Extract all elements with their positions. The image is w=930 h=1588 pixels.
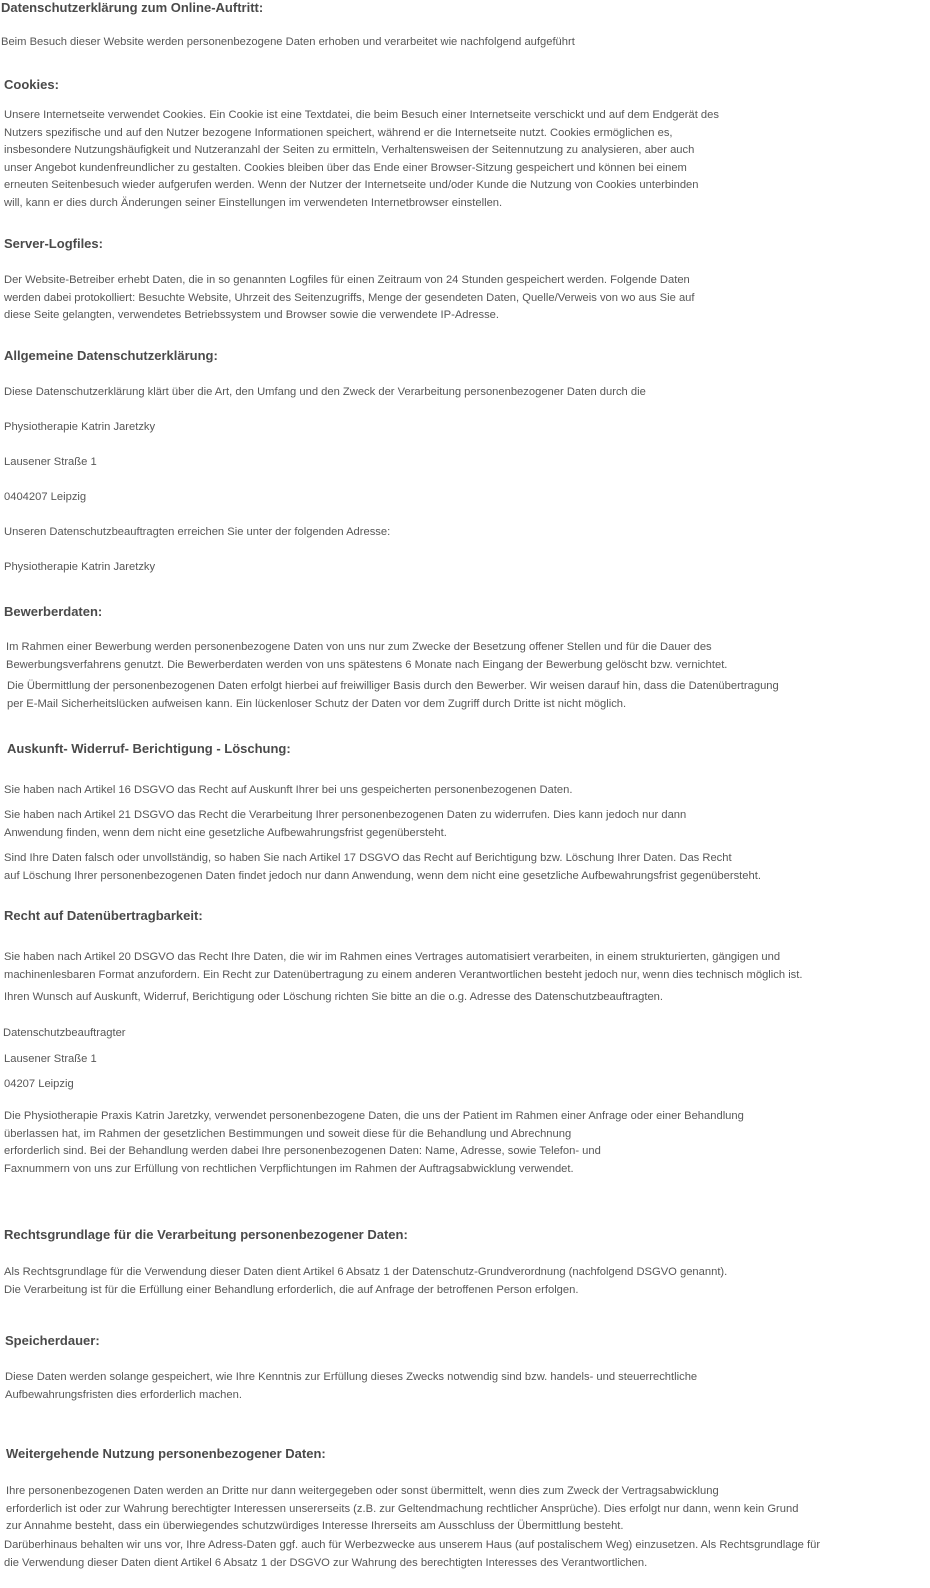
text-line: Die Verarbeitung ist für die Erfüllung einer Behandlung erforderlich, die auf Anfrage der betroffenen Person erfolgen.	[4, 1283, 579, 1296]
portability-heading: Recht auf Datenübertragbarkeit:	[4, 908, 203, 923]
text-line: Als Rechtsgrundlage für die Verwendung dieser Daten dient Artikel 6 Absatz 1 der Datenschutz-Grundverordnung (nachfolgend DSGVO genannt).	[4, 1266, 728, 1278]
text-line: Unsere Internetseite verwendet Cookies. Ein Cookie ist eine Textdatei, die beim Besuch einer Internetseite verschickt und auf dem Endgerät des	[4, 109, 719, 121]
controller-name: Physiotherapie Katrin Jaretzky	[4, 421, 156, 433]
text-line: Sie haben nach Artikel 20 DSGVO das Recht Ihre Daten, die wir im Rahmen eines Vertrages automatisiert verarbeiten, in einem strukturierten, gängigen und	[4, 951, 781, 963]
text-line: werden dabei protokolliert: Besuchte Website, Uhrzeit des Seitenzugriffs, Menge der gesendeten Daten, Quelle/Verweis von wo aus Sie auf	[4, 291, 695, 304]
text-line: erforderlich ist oder zur Wahrung berechtigter Interessen unsererseits (z.B. zur Geltendmachung rechtlicher Ansprüche). Dies erfolgt nur dann, wenn kein Grund	[6, 1502, 799, 1515]
text-line: insbesondere Nutzungshäufigkeit und Nutzeranzahl der Seiten zu ermitteln, Verhaltensweisen der Seitennutzung zu analysieren, aber auch	[4, 144, 695, 156]
rights-access-text: Sie haben nach Artikel 16 DSGVO das Recht auf Auskunft Ihrer bei uns gespeicherten personenbezogenen Daten.	[4, 784, 573, 796]
text-line: Faxnummern von uns zur Erfüllung von rechtlichen Verpflichtungen im Rahmen der Auftragsabwicklung verwendet.	[4, 1162, 574, 1175]
text-line: Nutzers spezifische und auf den Nutzer bezogene Informationen speichert, während er die Internetseite nutzt. Cookies ermöglichen es,	[4, 126, 673, 139]
controller-city: 0404207 Leipzig	[4, 491, 87, 503]
dpo-city: 04207 Leipzig	[4, 1078, 74, 1090]
text-line: die Verwendung dieser Daten dient Artikel 6 Absatz 1 der DSGVO zur Wahrung des berechtigten Interesses des Verantwortlichen.	[4, 1556, 648, 1569]
text-line: Anwendung finden, wenn dem nicht eine gesetzliche Aufbewahrungsfrist gegenübersteht.	[4, 826, 447, 839]
rights-heading: Auskunft- Widerruf- Berichtigung - Löschung:	[7, 741, 291, 756]
further-use-text	[6, 1483, 930, 1536]
text-line: Darüberhinaus behalten wir uns vor, Ihre Adress-Daten ggf. auch für Werbezwecke aus unserem Haus (auf postalischem Weg) einzusetzen. Als Rechtsgrundlage für	[4, 1539, 821, 1551]
text-line: will, kann er dies durch Änderungen seiner Einstellungen im verwendeten Internetbrowser einstellen.	[4, 196, 503, 209]
text-line: zur Annahme besteht, dass ein überwiegendes schutzwürdiges Interesse Ihrerseits am Ausschluss der Übermittlung besteht.	[6, 1520, 624, 1532]
logfiles-heading: Server-Logfiles:	[4, 236, 103, 251]
applicants-transfer-text	[7, 678, 930, 713]
text-line: Diese Daten werden solange gespeichert, wie Ihre Kenntnis zur Erfüllung dieses Zwecks notwendig sind bzw. handels- und steuerrechtliche	[5, 1371, 698, 1383]
text-line: per E-Mail Sicherheitslücken aufweisen kann. Ein lückenloser Schutz der Daten vor dem Zugriff durch Dritte ist nicht möglich.	[7, 697, 627, 710]
logfiles-text	[4, 272, 930, 325]
legal-basis-heading: Rechtsgrundlage für die Verarbeitung personenbezogener Daten:	[4, 1227, 408, 1242]
dpo-name: Physiotherapie Katrin Jaretzky	[4, 561, 156, 573]
text-line: Sie haben nach Artikel 21 DSGVO das Recht die Verarbeitung Ihrer personenbezogenen Daten zu widerrufen. Dies kann jedoch nur dann	[4, 809, 687, 821]
advertising-text	[4, 1537, 930, 1572]
applicants-heading: Bewerberdaten:	[4, 604, 103, 619]
storage-text	[5, 1369, 930, 1404]
text-line: Der Website-Betreiber erhebt Daten, die in so genannten Logfiles für einen Zeitraum von 24 Stunden gespeichert werden. Folgende Daten	[4, 274, 690, 286]
applicants-text	[6, 639, 930, 674]
portability-request-text: Ihren Wunsch auf Auskunft, Widerruf, Berichtigung oder Löschung richten Sie bitte an die o.g. Adresse des Datenschutzbeauftragten.	[4, 991, 664, 1003]
dpo-text: Unseren Datenschutzbeauftragten erreichen Sie unter der folgenden Adresse:	[4, 526, 391, 538]
storage-heading: Speicherdauer:	[5, 1333, 100, 1348]
text-line: erneuten Seitenbesuch wieder aufgerufen werden. Wenn der Nutzer der Internetseite und/oder Kunde die Nutzung von Cookies unterbinden	[4, 179, 699, 191]
portability-text	[4, 949, 930, 984]
dpo-street: Lausener Straße 1	[4, 1053, 97, 1065]
text-line: unser Angebot kundenfreundlicher zu gestalten. Cookies bleiben über das Ende einer Browser-Sitzung gespeichert und können bei einem	[4, 161, 687, 174]
text-line: diese Seite gelangten, verwendetes Betriebssystem und Browser sowie die verwendete IP-Adresse.	[4, 309, 499, 321]
further-use-heading: Weitergehende Nutzung personenbezogener Daten:	[6, 1446, 326, 1461]
text-line: Im Rahmen einer Bewerbung werden personenbezogene Daten von uns nur zum Zwecke der Besetzung offener Stellen und für die Dauer des	[6, 641, 712, 653]
general-heading: Allgemeine Datenschutzerklärung:	[4, 348, 218, 363]
text-line: Die Übermittlung der personenbezogenen Daten erfolgt hierbei auf freiwilliger Basis durch den Bewerber. Wir weisen darauf hin, dass die Datenübertragung	[7, 680, 779, 692]
text-line: Ihre personenbezogenen Daten werden an Dritte nur dann weitergegeben oder sonst übermittelt, wenn dies zum Zweck der Vertragsabwicklung	[6, 1485, 719, 1497]
text-line: machinenlesbaren Format anzufordern. Ein Recht zur Datenübertragung zu einem anderen Verantwortlichen besteht jedoch nur, wenn dies technisch möglich ist.	[4, 968, 803, 981]
cookies-text	[4, 107, 930, 212]
legal-basis-text	[4, 1264, 930, 1299]
rights-rectify-text	[4, 850, 930, 885]
practice-data-text	[4, 1108, 930, 1178]
text-line: überlassen hat, im Rahmen der gesetzlichen Bestimmungen und soweit diese für die Behandlung und Abrechnung	[4, 1127, 572, 1140]
controller-street: Lausener Straße 1	[4, 456, 97, 468]
cookies-heading: Cookies:	[4, 77, 59, 92]
dpo-label: Datenschutzbeauftragter	[3, 1027, 126, 1039]
intro-text: Beim Besuch dieser Website werden personenbezogene Daten erhoben und verarbeitet wie nachfolgend aufgeführt	[1, 36, 575, 48]
text-line: auf Löschung Ihrer personenbezogenen Daten findet jedoch nur dann Anwendung, wenn dem nicht eine gesetzliche Aufbewahrungsfrist gegenübersteht.	[4, 869, 761, 882]
text-line: erforderlich sind. Bei der Behandlung werden dabei Ihre personenbezogenen Daten: Name, Adresse, sowie Telefon- und	[4, 1145, 601, 1157]
text-line: Sind Ihre Daten falsch oder unvollständig, so haben Sie nach Artikel 17 DSGVO das Recht auf Berichtigung bzw. Löschung Ihrer Daten. Das Recht	[4, 852, 732, 864]
page-title: Datenschutzerklärung zum Online-Auftritt:	[1, 0, 264, 15]
general-text: Diese Datenschutzerklärung klärt über die Art, den Umfang und den Zweck der Verarbeitung personenbezogener Daten durch die	[4, 386, 646, 398]
text-line: Die Physiotherapie Praxis Katrin Jaretzky, verwendet personenbezogene Daten, die uns der Patient im Rahmen einer Anfrage oder einer Behandlung	[4, 1110, 744, 1122]
text-line: Aufbewahrungsfristen dies erforderlich machen.	[5, 1388, 242, 1401]
text-line: Bewerbungsverfahrens genutzt. Die Bewerberdaten werden von uns spätestens 6 Monate nach Eingang der Bewerbung gelöscht bzw. vernichtet.	[6, 658, 728, 671]
rights-revoke-text	[4, 807, 930, 842]
